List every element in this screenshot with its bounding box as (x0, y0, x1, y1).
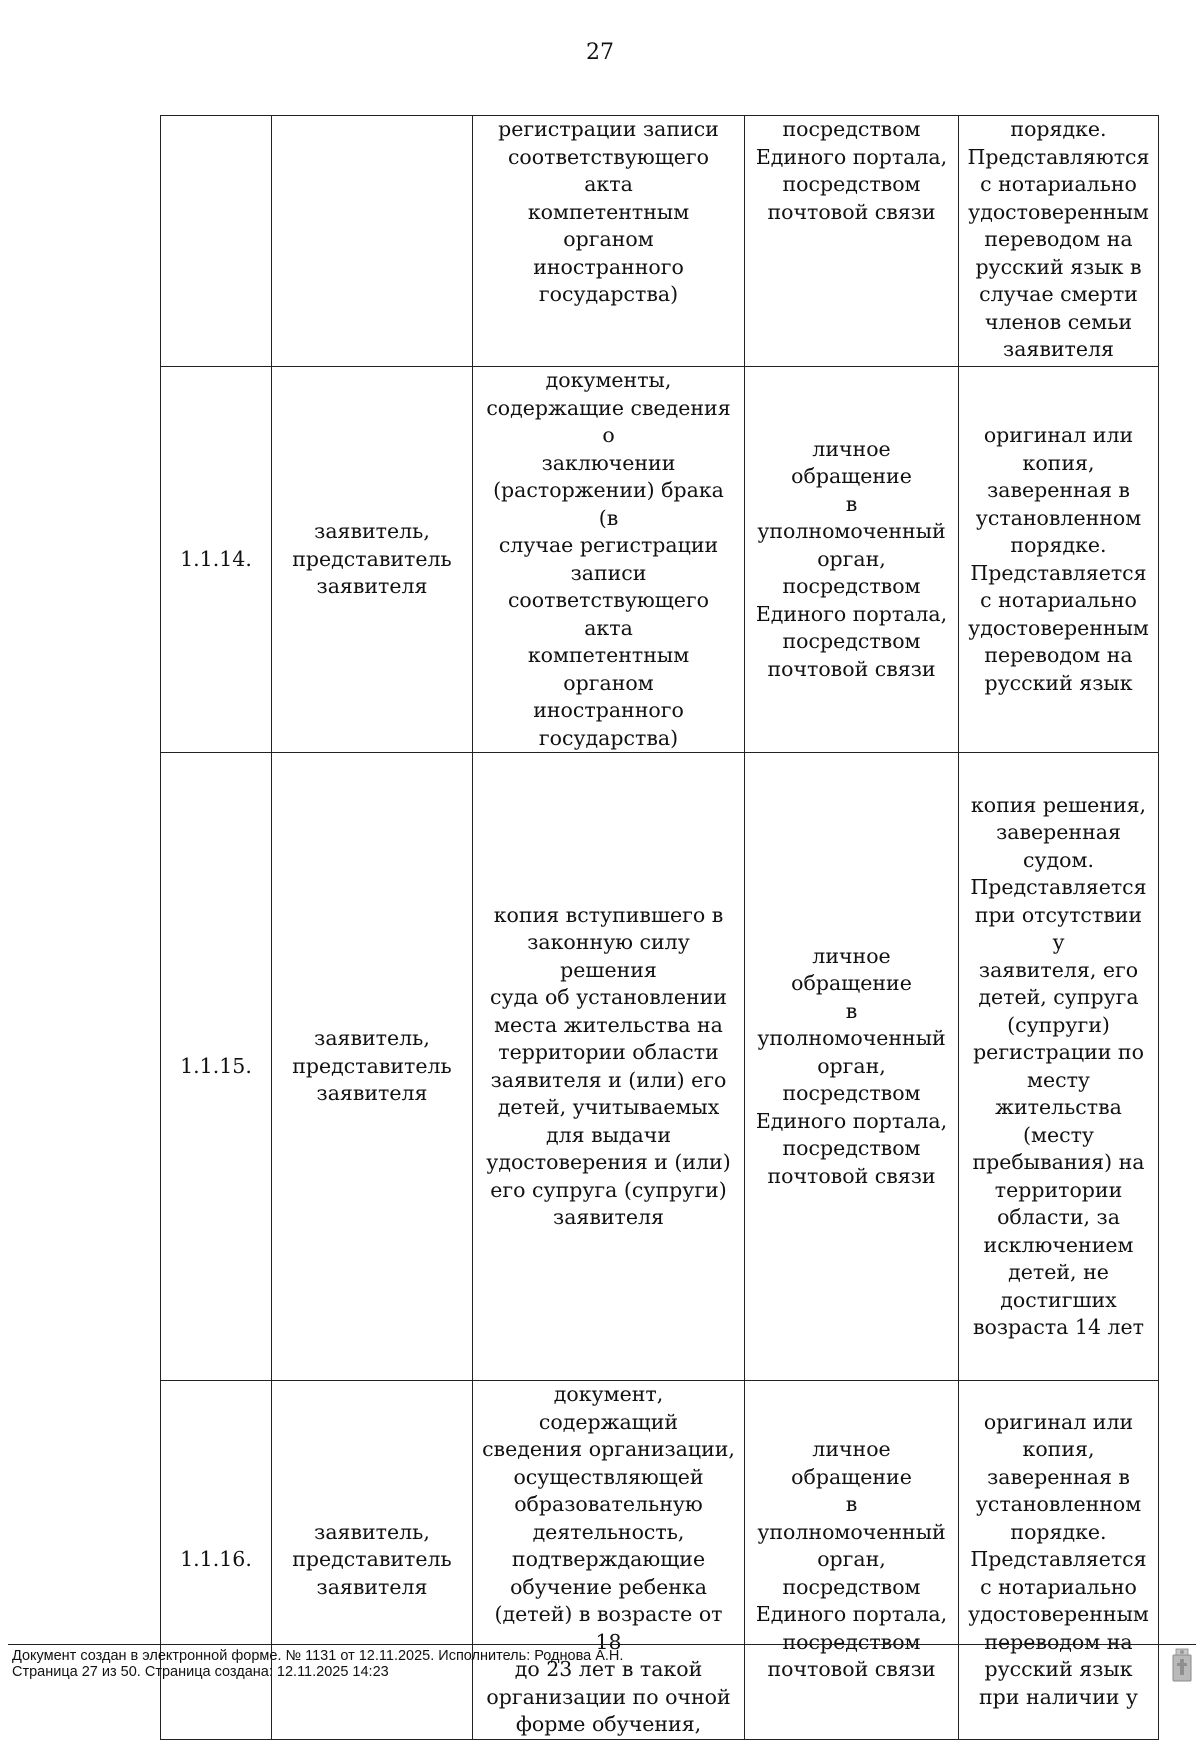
method-cell: личное обращение в уполномоченный орган, посредством Единого портала, посредством почтовой связи (745, 753, 959, 1381)
form-cell: оригинал или копия, заверенная в установленном порядке. Представляется с нотариально удостоверенным переводом на русский язык (959, 367, 1159, 753)
applicant-cell: заявитель, представитель заявителя (272, 367, 473, 753)
document-cell: копия вступившего в законную силу решения суда об установлении места жительства на территории области заявителя и (или) его детей, учитываемых для выдачи удостоверения и (или) его супруга (супруги) заявителя (473, 753, 745, 1381)
method-cell: личное обращение в уполномоченный орган, посредством Единого портала, посредством почтовой связи (745, 367, 959, 753)
method-cell: посредством Единого портала, посредством почтовой связи (745, 116, 959, 367)
table-row (161, 116, 1159, 367)
footer-line-2: Страница 27 из 50. Страница создана: 12.11.2025 14:23 (12, 1664, 389, 1680)
form-cell: порядке. Представляются с нотариально удостоверенным переводом на русский язык в случае смерти членов семьи заявителя (959, 116, 1159, 367)
document-cell: документы, содержащие сведения о заключении (расторжении) брака (в случае регистрации записи соответствующего акта компетентным органом иностранного государства) (473, 367, 745, 753)
page-number: 27 (586, 40, 614, 65)
document-table (160, 115, 1159, 1740)
form-cell: копия решения, заверенная судом. Представляется при отсутствии у заявителя, его детей, супруга (супруги) регистрации по месту жительства (месту пребывания) на территории области, за исключением детей, не достигших возраста 14 лет (959, 753, 1159, 1381)
applicant-cell: заявитель, представитель заявителя (272, 1381, 473, 1740)
coat-of-arms-icon (1171, 1647, 1193, 1683)
table-row (161, 753, 1159, 1381)
row-number-cell (161, 116, 272, 367)
applicant-cell: заявитель, представитель заявителя (272, 753, 473, 1381)
document-cell: документ, содержащий сведения организации, осуществляющей образовательную деятельность, подтверждающие обучение ребенка (детей) в возрасте от 18 до 23 лет в такой организации по очной форме обучения, (473, 1381, 745, 1740)
document-footer (12, 1648, 623, 1680)
table-row (161, 367, 1159, 753)
document-cell: регистрации записи соответствующего акта компетентным органом иностранного государства) (473, 116, 745, 367)
footer-divider (8, 1644, 1196, 1645)
table-row (161, 1381, 1159, 1740)
applicant-cell (272, 116, 473, 367)
row-number-cell: 1.1.15. (161, 753, 272, 1381)
footer-line-1: Документ создан в электронной форме. № 1131 от 12.11.2025. Исполнитель: Роднова А.Н. (12, 1648, 624, 1664)
form-cell: оригинал или копия, заверенная в установленном порядке. Представляется с нотариально удостоверенным переводом на русский язык при наличии у (959, 1381, 1159, 1740)
row-number-cell: 1.1.16. (161, 1381, 272, 1740)
method-cell: личное обращение в уполномоченный орган, посредством Единого портала, посредством почтовой связи (745, 1381, 959, 1740)
row-number-cell: 1.1.14. (161, 367, 272, 753)
